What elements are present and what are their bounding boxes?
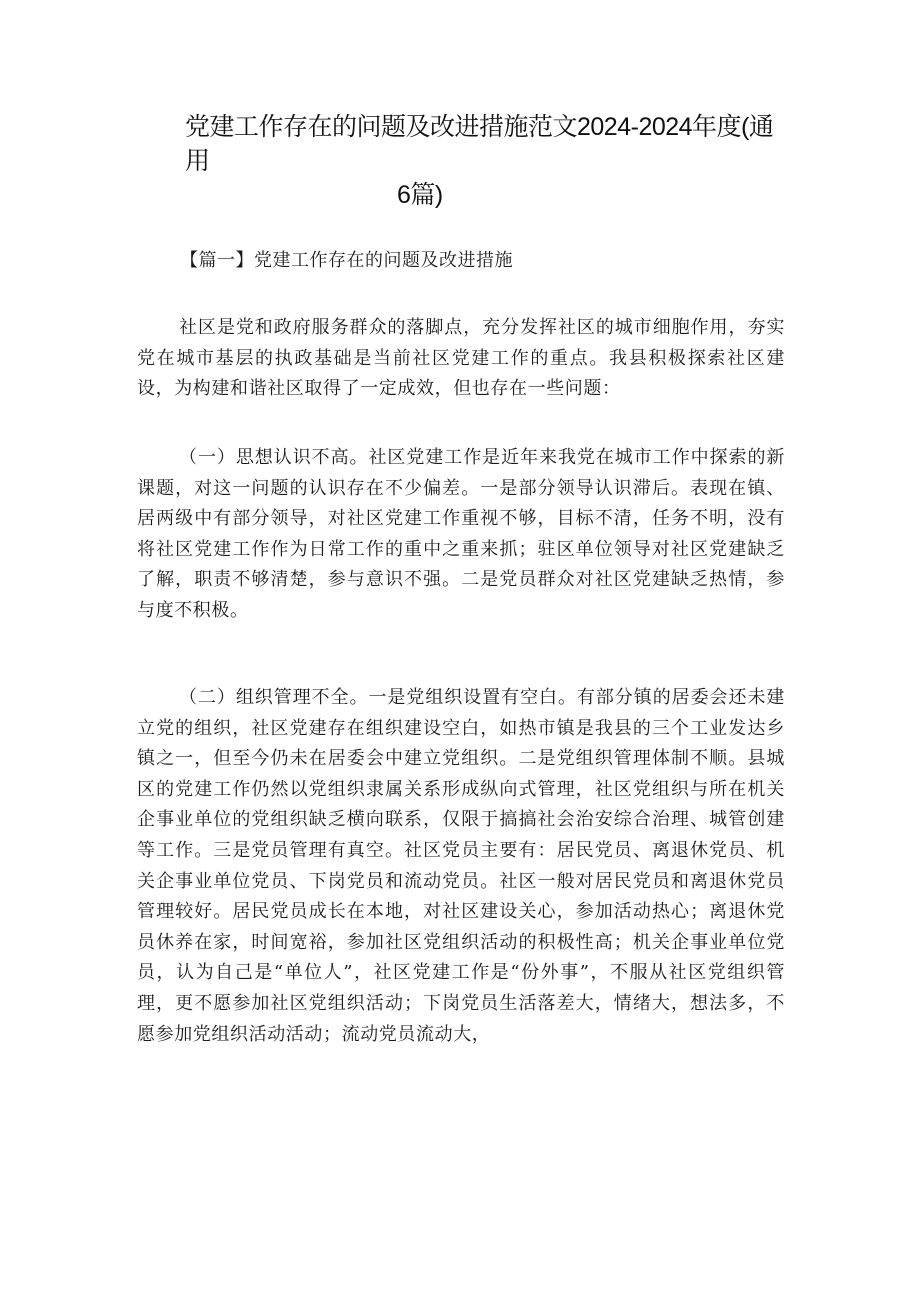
section-heading: 【篇一】党建工作存在的问题及改进措施	[180, 250, 513, 271]
paragraph-point-2: （二）组织管理不全。一是党组织设置有空白。有部分镇的居委会还未建立党的组织，社区党建存在组织建设空白，如热市镇是我县的三个工业发达乡镇之一，但至今仍未在居委会中建立党组织。二是党组织管理体制不顺。县城区的党建工作仍然以党组织隶属关系形成纵向式管理，社区党组织与所在机关企事业单位的党组织缺乏横向联系，仅限于搞搞社会治安综合治理、城管创建等工作。三是党员管理有真空。社区党员主要有：居民党员、离退休党员、机关企事业单位党员、下岗党员和流动党员。社区一般对居民党员和离退休党员管理较好。居民党员成长在本地，对社区建设关心，参加活动热心；离退休党员休养在家，时间宽裕，参加社区党组织活动的积极性高；机关企事业单位党员，认为自己是“单位人”，社区党建工作是“份外事”，不服从社区党组织管理，更不愿参加社区党组织活动；下岗党员生活落差大，情绪大，想法多，不愿参加党组织活动活动；流动党员流动大，	[137, 687, 785, 1045]
document-title-line2: 6篇)	[397, 181, 443, 209]
paragraph-point-1: （一）思想认识不高。社区党建工作是近年来我党在城市工作中探索的新课题，对这一问题的认识存在不少偏差。一是部分领导认识滞后。表现在镇、居两级中有部分领导，对社区党建工作重视不够，目标不清，任务不明，没有将社区党建工作作为日常工作的重中之重来抓；驻区单位领导对社区党建缺乏了解，职责不够清楚，参与意识不强。二是党员群众对社区党建缺乏热情，参与度不积极。	[137, 447, 785, 621]
document-title-line1: 党建工作存在的问题及改进措施范文2024-2024年度(通用	[185, 113, 774, 175]
document-title	[185, 110, 795, 212]
paragraph-intro: 社区是党和政府服务群众的落脚点，充分发挥社区的城市细胞作用，夯实党在城市基层的执政基础是当前社区党建工作的重点。我县积极探索社区建设，为构建和谐社区取得了一定成效，但也存在一些问题：	[137, 317, 785, 400]
